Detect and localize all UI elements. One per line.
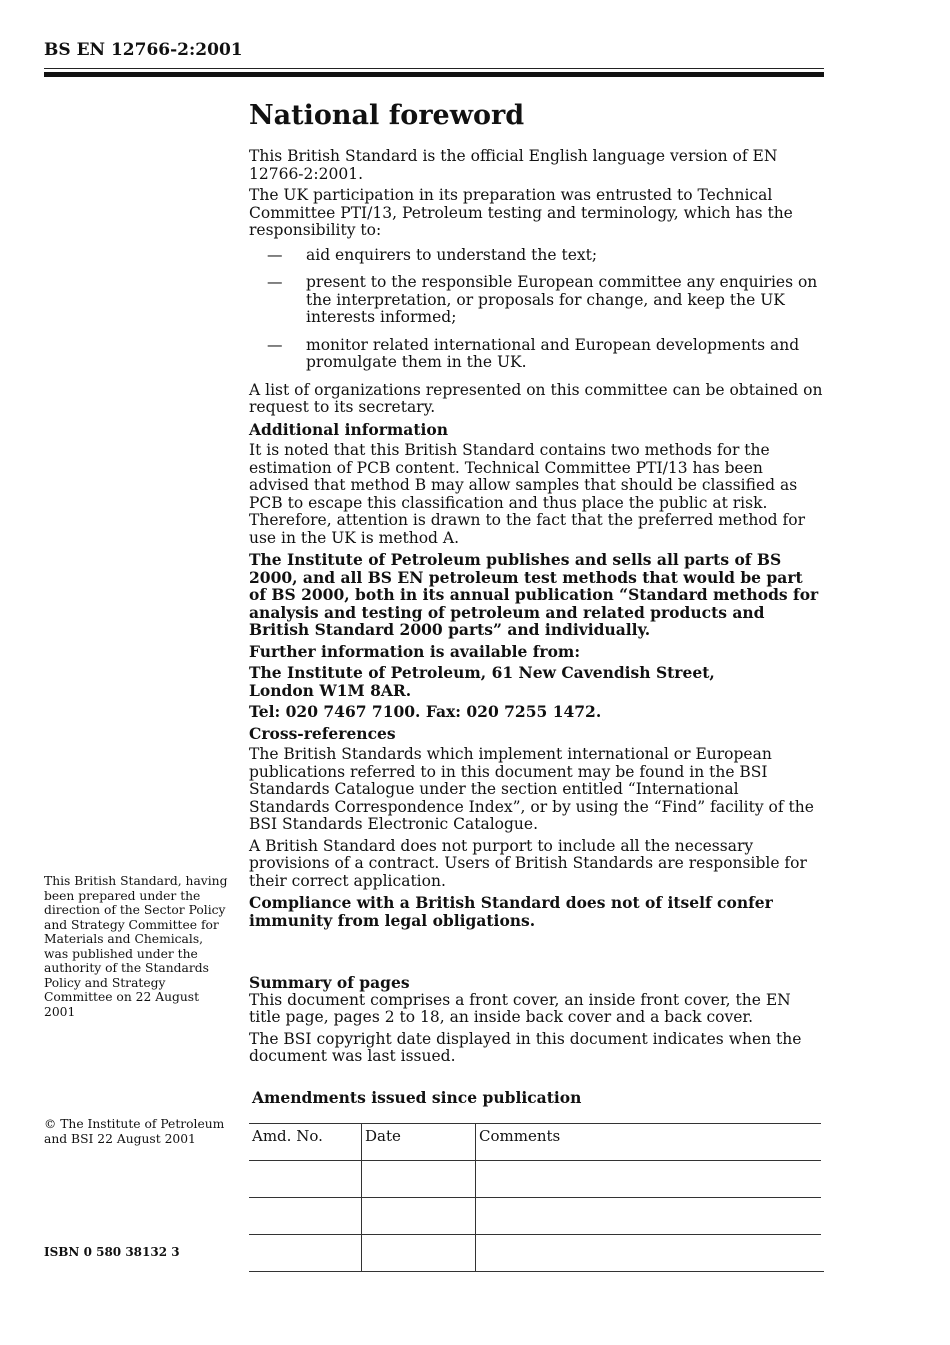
responsibility-text: monitor related international and European developments and promulgate them in the UK. [306, 335, 800, 371]
main-content [249, 148, 823, 1070]
summary-of-pages-heading: Summary of pages [249, 973, 410, 992]
table-row [249, 1161, 821, 1198]
pcb-paragraph: It is noted that this British Standard contains two methods for the estimation of PCB content. Technical Committee PTI/13 has been advised that method B may allow samples that should be classified as PCB to escape this classification and thus place the public at risk. Therefore, attention is drawn to the fact that the preferred method for use in the UK is method A. [249, 441, 805, 547]
responsibility-text: present to the responsible European committee any enquiries on the interpretation, or proposals for change, and keep the UK interests informed; [306, 273, 818, 326]
table-cell [249, 1198, 362, 1235]
further-info-label: Further information is available from: [249, 641, 581, 661]
column-header-comments: Comments [476, 1124, 822, 1161]
table-row [249, 1235, 821, 1272]
table-cell [249, 1235, 362, 1272]
address-line: The Institute of Petroleum, 61 New Cavendish Street, [249, 663, 715, 682]
table-cell [249, 1161, 362, 1198]
page-title: National foreword [249, 100, 525, 131]
additional-info-heading: Additional information [249, 419, 449, 439]
responsibility-item [249, 247, 823, 265]
amendments-heading: Amendments issued since publication [252, 1088, 582, 1107]
sidebar-copyright: © The Institute of Petroleum and BSI 22 August 2001 [44, 1117, 225, 1146]
intro-paragraph: This British Standard is the official English language version of EN 12766-2:2001. [249, 147, 778, 183]
header-rule-thick [44, 72, 824, 77]
cross-references-paragraph: The British Standards which implement international or European publications referred to in this document may be found in the BSI Standards Catalogue under the section entitled “International Standards Correspondence Index”, or by using the “Find” facility of the BSI Standards Electronic Catalogue. [249, 745, 814, 833]
table-cell [476, 1198, 822, 1235]
sidebar-publication-note: This British Standard, having been prepared under the direction of the Sector Policy and Strategy Committee for Materials and Chemicals, was published under the authority of the Standards Policy and Strategy Committee on 22 August 2001 [44, 874, 228, 1019]
table-cell [362, 1198, 476, 1235]
contact-numbers: Tel: 020 7467 7100. Fax: 020 7255 1472. [249, 702, 602, 721]
cross-references-heading: Cross-references [249, 723, 396, 743]
dash-mark: — [267, 273, 283, 291]
isbn: ISBN 0 580 38132 3 [44, 1245, 180, 1259]
dash-mark: — [267, 245, 283, 264]
committee-paragraph: The UK participation in its preparation was entrusted to Technical Committee PTI/13, Petroleum testing and terminology, which has the responsibility to: [249, 186, 793, 239]
organizations-paragraph: A list of organizations represented on this committee can be obtained on request to its secretary. [249, 380, 823, 416]
responsibility-item [249, 337, 823, 372]
copyright-date-paragraph: The BSI copyright date displayed in this document indicates when the document was last issued. [249, 1029, 802, 1065]
column-header-date: Date [362, 1124, 476, 1161]
table-cell [362, 1161, 476, 1198]
column-header-amd-no: Amd. No. [249, 1124, 362, 1161]
ip-publication-paragraph: The Institute of Petroleum publishes and sells all parts of BS 2000, and all BS EN petroleum test methods that would be part of BS 2000, both in its annual publication “Standard methods for analysis and testing of petroleum and related products and British Standard 2000 parts” and individually. [249, 550, 819, 639]
address-block [249, 664, 823, 699]
document-id-header: BS EN 12766-2:2001 [44, 40, 243, 60]
dash-mark: — [267, 335, 283, 354]
table-cell [362, 1235, 476, 1272]
header-rule-thin [44, 68, 824, 69]
table-row [249, 1198, 821, 1235]
summary-paragraph: This document comprises a front cover, an inside front cover, the EN title page, pages 2 to 18, an inside back cover and a back cover. [249, 990, 791, 1026]
table-cell [476, 1161, 822, 1198]
provisions-paragraph: A British Standard does not purport to include all the necessary provisions of a contract. Users of British Standards are responsible for their correct application. [249, 836, 807, 890]
compliance-statement: Compliance with a British Standard does not of itself confer immunity from legal obligations. [249, 893, 773, 930]
footer-rule [249, 1271, 824, 1272]
table-cell [476, 1235, 822, 1272]
responsibility-item [249, 274, 823, 327]
table-header-row [249, 1124, 821, 1161]
amendments-table [249, 1123, 821, 1272]
responsibility-text: aid enquirers to understand the text; [306, 245, 598, 264]
address-line: London W1M 8AR. [249, 680, 412, 700]
